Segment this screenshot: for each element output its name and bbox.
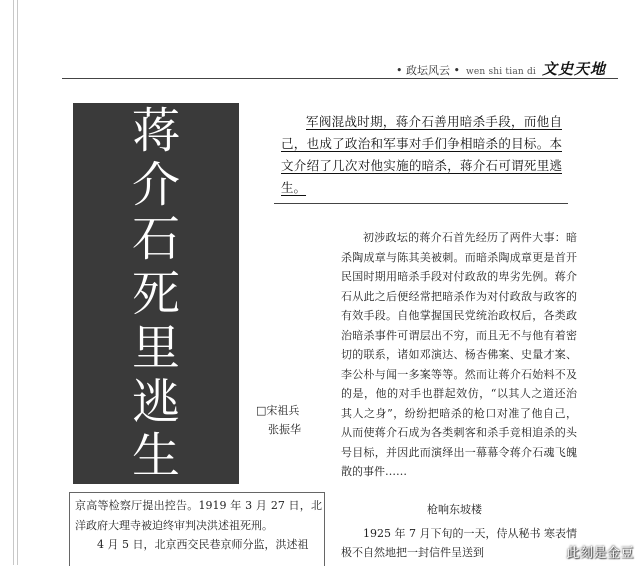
article-abstract: 军阀混战时期，蒋介石善用暗杀手段，而他自己，也成了政治和军事对手们争相暗杀的目标。本文介绍了几次对他实施的暗杀，蒋介石可谓死里逃生。 bbox=[281, 114, 562, 195]
left-paragraph: 4 月 5 日，北京西交民巷京师分监，洪述祖 bbox=[97, 538, 309, 551]
section-subhead: 枪响东坡楼 bbox=[427, 503, 482, 516]
body-paragraph: 初涉政坛的蒋介石首先经历了两件大事：暗杀陶成章与陈其美被刺。而暗杀陶成章更是首开民国时期用暗杀手段对付政敌的卑劣先例。蒋介石从此之后便经常把暗杀作为对付政敌与政客的有效手段。自他掌握国民党统治政权后，各类政治暗杀事件可谓层出不穷，而且无不与他有着密切的联系，诸如邓演达、杨杏佛案、史量才案、李公朴与闻一多案等等。然而让蒋介石始料不及的是，他的对手也群起效仿，“以其人之道还治其人之身”，纷纷把暗杀的枪口对准了他自己，从而使蒋介石成为各类刺客和杀手竞相追杀的头号目标，并因此而演绎出一幕幕令蒋介石魂飞魄散的事件…… bbox=[341, 231, 577, 478]
byline bbox=[256, 401, 301, 439]
header-section: • 政坛风云 • bbox=[396, 64, 460, 77]
title-block bbox=[73, 103, 239, 484]
header-brand: 文史天地 bbox=[541, 60, 606, 78]
watermark-text: 此刻是金豆 bbox=[566, 546, 634, 561]
abstract-rule bbox=[274, 203, 568, 204]
left-paragraph: 京高等检察厅提出控告。1919 年 3 月 27 日，北洋政府大理寺被迫终审判决洪述祖死刑。 bbox=[75, 499, 322, 532]
header-rule bbox=[62, 78, 618, 79]
header-pinyin: wen shi tian di bbox=[465, 67, 536, 77]
title-char: 蒋 bbox=[131, 103, 180, 160]
title-char: 介 bbox=[131, 157, 180, 214]
page-margin-rule bbox=[13, 0, 14, 565]
title-char: 石 bbox=[131, 211, 180, 268]
body-paragraph: 1925 年 7 月下旬的一天，侍从秘书 寒表情极不自然地把一封信件呈送到 bbox=[341, 527, 577, 559]
title-char: 死 bbox=[131, 265, 180, 322]
page-margin-rule-inner bbox=[17, 0, 18, 565]
title-char: 里 bbox=[131, 319, 180, 376]
author-name: 张振华 bbox=[268, 423, 301, 436]
left-column bbox=[75, 496, 322, 555]
byline-marker: □ bbox=[256, 404, 267, 417]
running-header bbox=[396, 58, 606, 79]
title-char: 逃 bbox=[131, 373, 180, 430]
author-name: 宋祖兵 bbox=[266, 404, 300, 417]
title-char: 生 bbox=[131, 427, 180, 484]
